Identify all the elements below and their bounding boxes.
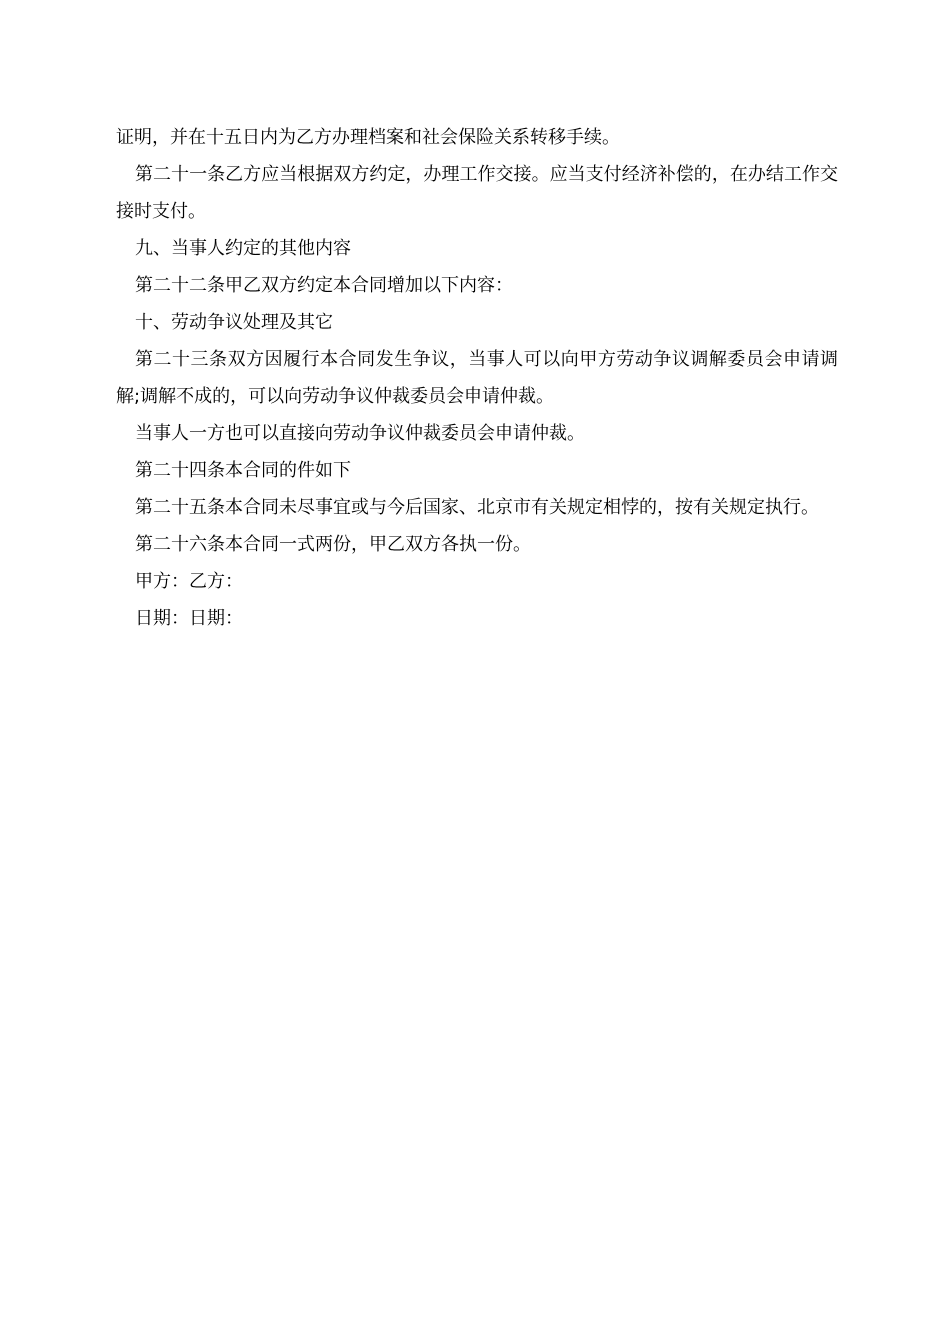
paragraph-article-21: 第二十一条乙方应当根据双方约定，办理工作交接。应当支付经济补偿的，在办结工作交接时支付。 xyxy=(116,164,838,222)
paragraph-article-22: 第二十二条甲乙双方约定本合同增加以下内容： xyxy=(135,275,513,296)
section-heading-10: 十、劳动争议处理及其它 xyxy=(135,312,333,333)
signature-dates-line: 日期：日期： xyxy=(135,608,243,629)
paragraph-article-23: 第二十三条双方因履行本合同发生争议，当事人可以向甲方劳动争议调解委员会申请调解;调解不成的，可以向劳动争议仲裁委员会申请仲裁。 xyxy=(116,349,838,407)
paragraph-article-25: 第二十五条本合同未尽事宜或与今后国家、北京市有关规定相悖的，按有关规定执行。 xyxy=(135,497,819,518)
paragraph-article-24: 第二十四条本合同的件如下 xyxy=(135,460,351,481)
paragraph-transfer-procedures: 证明，并在十五日内为乙方办理档案和社会保险关系转移手续。 xyxy=(116,127,620,148)
signature-parties-line: 甲方：乙方： xyxy=(135,571,243,592)
paragraph-article-26: 第二十六条本合同一式两份，甲乙双方各执一份。 xyxy=(135,534,531,555)
paragraph-direct-arbitration: 当事人一方也可以直接向劳动争议仲裁委员会申请仲裁。 xyxy=(135,423,585,444)
section-heading-9: 九、当事人约定的其他内容 xyxy=(135,238,351,259)
document-body xyxy=(116,119,838,637)
